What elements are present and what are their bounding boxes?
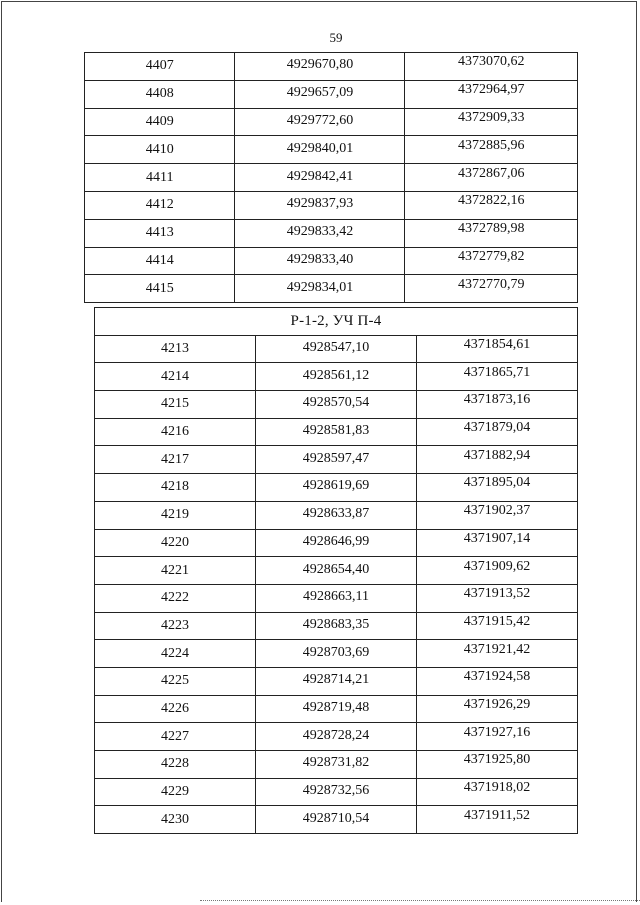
x-coordinate-cell (235, 80, 405, 108)
point-id-cell-text: 4414 (145, 252, 174, 268)
coordinates-table-lower (94, 307, 578, 834)
point-id-cell-text: 4222 (161, 590, 189, 606)
y-coordinate-cell-text: 4372822,16 (457, 193, 525, 209)
x-coordinate-cell-text: 4928561,12 (302, 367, 370, 383)
point-id-cell (95, 612, 256, 640)
x-coordinate-cell (256, 640, 417, 668)
point-id-cell (95, 778, 256, 806)
y-coordinate-cell-text: 4371879,04 (463, 420, 531, 436)
y-coordinate-cell-text: 4372909,33 (457, 109, 525, 125)
x-coordinate-cell-text: 4928663,11 (303, 589, 369, 605)
point-id-cell (95, 501, 256, 529)
point-id-cell-text: 4217 (161, 451, 189, 467)
table-row (95, 723, 578, 751)
x-coordinate-cell-text: 4928581,83 (302, 423, 370, 439)
y-coordinate-cell-text: 4371913,52 (463, 586, 531, 602)
x-coordinate-cell-text: 4928714,21 (302, 672, 370, 688)
point-id-cell-text: 4413 (145, 225, 174, 241)
point-id-cell-text: 4218 (161, 479, 189, 495)
y-coordinate-cell (405, 219, 578, 247)
table-row (95, 501, 578, 529)
y-coordinate-cell (417, 391, 578, 419)
point-id-cell-text: 4219 (161, 507, 189, 523)
y-coordinate-cell-text: 4373070,62 (457, 54, 525, 70)
y-coordinate-cell (417, 501, 578, 529)
upper-table-body (85, 53, 578, 303)
x-coordinate-cell-text: 4928633,87 (302, 506, 370, 522)
table-row (85, 108, 578, 136)
x-coordinate-cell-text: 4928731,82 (302, 755, 370, 771)
x-coordinate-cell (256, 695, 417, 723)
point-id-cell (95, 446, 256, 474)
table-row (95, 806, 578, 834)
table-row (95, 695, 578, 723)
point-id-cell-text: 4409 (145, 113, 174, 129)
table-row (95, 335, 578, 363)
point-id-cell-text: 4407 (145, 58, 174, 74)
x-coordinate-cell (235, 164, 405, 192)
y-coordinate-cell (417, 778, 578, 806)
point-id-cell-text: 4229 (161, 784, 189, 800)
x-coordinate-cell-text: 4928710,54 (302, 810, 370, 826)
point-id-cell (85, 191, 235, 219)
x-coordinate-cell (256, 446, 417, 474)
y-coordinate-cell-text: 4371915,42 (463, 613, 531, 629)
point-id-cell (95, 751, 256, 779)
y-coordinate-cell (417, 640, 578, 668)
y-coordinate-cell (417, 335, 578, 363)
page-bottom-edge (200, 900, 640, 901)
y-coordinate-cell (417, 751, 578, 779)
y-coordinate-cell-text: 4371854,61 (463, 337, 531, 353)
x-coordinate-cell-text: 4929670,80 (286, 57, 354, 73)
x-coordinate-cell-text: 4929833,42 (286, 224, 354, 240)
x-coordinate-cell-text: 4928728,24 (302, 727, 370, 743)
table-row (85, 247, 578, 275)
y-coordinate-cell (417, 529, 578, 557)
y-coordinate-cell (417, 723, 578, 751)
y-coordinate-cell-text: 4371882,94 (463, 447, 531, 463)
section-row (95, 308, 578, 336)
point-id-cell-text: 4223 (161, 617, 189, 633)
point-id-cell (95, 474, 256, 502)
point-id-cell-text: 4230 (161, 811, 189, 827)
y-coordinate-cell (417, 418, 578, 446)
y-coordinate-cell (405, 80, 578, 108)
point-id-cell (85, 80, 235, 108)
point-id-cell (85, 275, 235, 303)
table-row (95, 751, 578, 779)
x-coordinate-cell (256, 474, 417, 502)
x-coordinate-cell-text: 4928719,48 (302, 699, 370, 715)
x-coordinate-cell (256, 751, 417, 779)
point-id-cell-text: 4221 (161, 562, 189, 578)
point-id-cell (85, 136, 235, 164)
x-coordinate-cell (256, 391, 417, 419)
point-id-cell (85, 219, 235, 247)
table-row (85, 219, 578, 247)
point-id-cell (95, 584, 256, 612)
x-coordinate-cell-text: 4929657,09 (286, 85, 354, 101)
point-id-cell (95, 667, 256, 695)
y-coordinate-cell-text: 4371909,62 (463, 558, 531, 574)
y-coordinate-cell-text: 4371927,16 (463, 724, 531, 740)
x-coordinate-cell-text: 4929842,41 (286, 168, 354, 184)
y-coordinate-cell (405, 108, 578, 136)
point-id-cell (95, 557, 256, 585)
y-coordinate-cell (417, 695, 578, 723)
table-row (95, 474, 578, 502)
point-id-cell-text: 4411 (145, 169, 174, 185)
point-id-cell-text: 4216 (161, 424, 189, 440)
point-id-cell (95, 723, 256, 751)
x-coordinate-cell-text: 4928619,69 (302, 478, 370, 494)
table-row (85, 191, 578, 219)
table-row (95, 529, 578, 557)
x-coordinate-cell-text: 4928654,40 (302, 561, 370, 577)
x-coordinate-cell-text: 4929833,40 (286, 251, 354, 267)
point-id-cell (95, 391, 256, 419)
table-row (95, 446, 578, 474)
x-coordinate-cell (256, 335, 417, 363)
x-coordinate-cell-text: 4928570,54 (302, 395, 370, 411)
y-coordinate-cell-text: 4371873,16 (463, 392, 531, 408)
point-id-cell (95, 529, 256, 557)
y-coordinate-cell-text: 4371925,80 (463, 752, 531, 768)
y-coordinate-cell (405, 164, 578, 192)
x-coordinate-cell (235, 108, 405, 136)
coordinates-table (84, 52, 578, 303)
point-id-cell-text: 4214 (161, 368, 189, 384)
x-coordinate-cell (235, 247, 405, 275)
y-coordinate-cell (405, 247, 578, 275)
y-coordinate-cell-text: 4372885,96 (457, 137, 525, 153)
x-coordinate-cell (256, 557, 417, 585)
x-coordinate-cell (256, 778, 417, 806)
coordinates-table-continued (94, 307, 578, 834)
y-coordinate-cell (405, 275, 578, 303)
x-coordinate-cell-text: 4928597,47 (302, 450, 370, 466)
x-coordinate-cell-text: 4929834,01 (286, 279, 354, 295)
point-id-cell (85, 53, 235, 81)
table-row (95, 640, 578, 668)
point-id-cell (95, 363, 256, 391)
x-coordinate-cell (235, 53, 405, 81)
x-coordinate-cell (256, 612, 417, 640)
x-coordinate-cell (235, 219, 405, 247)
lower-table-body (95, 308, 578, 834)
table-row (95, 363, 578, 391)
point-id-cell-text: 4226 (161, 700, 189, 716)
table-row (85, 53, 578, 81)
table-row (85, 164, 578, 192)
x-coordinate-cell (256, 529, 417, 557)
point-id-cell (85, 164, 235, 192)
point-id-cell-text: 4213 (161, 341, 189, 357)
coordinates-table-upper (84, 52, 578, 303)
table-row (95, 612, 578, 640)
y-coordinate-cell (405, 191, 578, 219)
point-id-cell-text: 4225 (161, 673, 189, 689)
table-row (85, 275, 578, 303)
point-id-cell (85, 247, 235, 275)
page-number: 59 (329, 30, 343, 45)
table-row (95, 391, 578, 419)
y-coordinate-cell-text: 4371865,71 (463, 364, 531, 380)
point-id-cell (95, 640, 256, 668)
y-coordinate-cell-text: 4371907,14 (463, 530, 531, 546)
point-id-cell-text: 4415 (145, 280, 174, 296)
y-coordinate-cell-text: 4372770,79 (457, 276, 525, 292)
point-id-cell (95, 806, 256, 834)
x-coordinate-cell-text: 4929772,60 (286, 112, 354, 128)
table-row (85, 80, 578, 108)
y-coordinate-cell (417, 363, 578, 391)
x-coordinate-cell (256, 501, 417, 529)
y-coordinate-cell (417, 446, 578, 474)
x-coordinate-cell (256, 584, 417, 612)
table-row (95, 584, 578, 612)
table-row (95, 667, 578, 695)
point-id-cell (95, 418, 256, 446)
x-coordinate-cell-text: 4928646,99 (302, 533, 370, 549)
section-title: Р-1-2, УЧ П-4 (95, 308, 578, 336)
point-id-cell-text: 4408 (145, 86, 174, 102)
y-coordinate-cell-text: 4372964,97 (457, 82, 525, 98)
point-id-cell-text: 4220 (161, 534, 189, 550)
x-coordinate-cell (235, 136, 405, 164)
x-coordinate-cell (256, 418, 417, 446)
y-coordinate-cell-text: 4372789,98 (457, 221, 525, 237)
y-coordinate-cell-text: 4372867,06 (457, 165, 525, 181)
table-row (95, 557, 578, 585)
x-coordinate-cell (235, 191, 405, 219)
y-coordinate-cell-text: 4372779,82 (457, 248, 525, 264)
point-id-cell-text: 4410 (145, 141, 174, 157)
point-id-cell-text: 4215 (161, 396, 189, 412)
x-coordinate-cell-text: 4928703,69 (302, 644, 370, 660)
x-coordinate-cell (235, 275, 405, 303)
point-id-cell-text: 4412 (145, 197, 174, 213)
point-id-cell-text: 4227 (161, 728, 189, 744)
y-coordinate-cell (417, 557, 578, 585)
y-coordinate-cell-text: 4371924,58 (463, 669, 531, 685)
point-id-cell (95, 695, 256, 723)
y-coordinate-cell (405, 136, 578, 164)
table-row (95, 778, 578, 806)
table-row (95, 418, 578, 446)
x-coordinate-cell-text: 4928547,10 (302, 340, 370, 356)
y-coordinate-cell (417, 584, 578, 612)
table-row (85, 136, 578, 164)
point-id-cell-text: 4224 (161, 645, 189, 661)
point-id-cell (95, 335, 256, 363)
x-coordinate-cell (256, 363, 417, 391)
point-id-cell-text: 4228 (161, 756, 189, 772)
x-coordinate-cell-text: 4929837,93 (286, 196, 354, 212)
x-coordinate-cell-text: 4928732,56 (302, 783, 370, 799)
x-coordinate-cell (256, 806, 417, 834)
y-coordinate-cell (417, 612, 578, 640)
y-coordinate-cell-text: 4371926,29 (463, 696, 531, 712)
x-coordinate-cell (256, 723, 417, 751)
y-coordinate-cell (417, 667, 578, 695)
y-coordinate-cell-text: 4371895,04 (463, 475, 531, 491)
x-coordinate-cell-text: 4928683,35 (302, 616, 370, 632)
y-coordinate-cell-text: 4371902,37 (463, 503, 531, 519)
x-coordinate-cell-text: 4929840,01 (286, 140, 354, 156)
point-id-cell (85, 108, 235, 136)
y-coordinate-cell-text: 4371921,42 (463, 641, 531, 657)
y-coordinate-cell (417, 806, 578, 834)
y-coordinate-cell (417, 474, 578, 502)
y-coordinate-cell (405, 53, 578, 81)
y-coordinate-cell-text: 4371918,02 (463, 780, 531, 796)
x-coordinate-cell (256, 667, 417, 695)
y-coordinate-cell-text: 4371911,52 (464, 807, 530, 823)
